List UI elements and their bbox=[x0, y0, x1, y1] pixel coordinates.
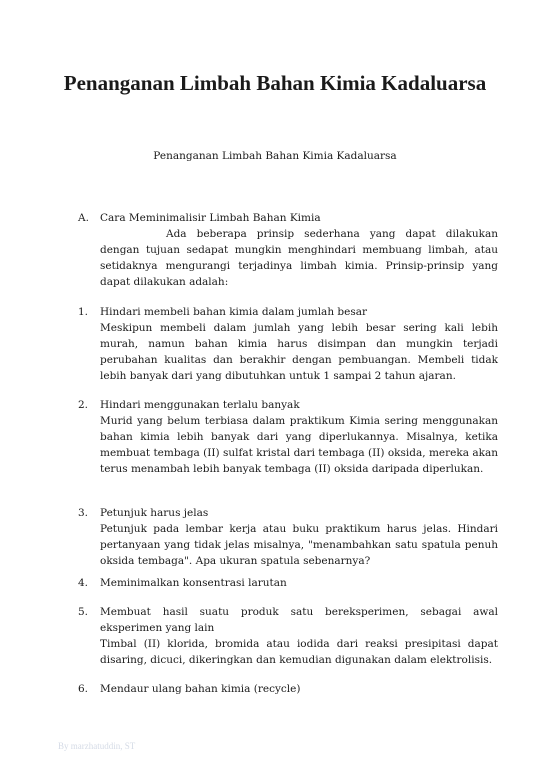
list-item bbox=[78, 397, 498, 477]
list-item bbox=[78, 575, 498, 591]
item-number: 4. bbox=[78, 577, 89, 589]
item-heading: Hindari membeli bahan kimia dalam jumlah besar bbox=[100, 306, 368, 318]
document-subtitle: Penanganan Limbah Bahan Kimia Kadaluarsa bbox=[153, 150, 397, 162]
item-body: Murid yang belum terbiasa dalam praktikum Kimia sering menggunakan bahan kimia lebih banyak dari yang diperlukannya. Misalnya, ketika membuat tembaga (II) sulfat kristal dari tembaga (II) oksida, mereka akan terus menambah lebih banyak tembaga (II) oksida daripada diperlukan. bbox=[100, 415, 498, 475]
item-number: 2. bbox=[78, 399, 89, 411]
item-heading: Mendaur ulang bahan kimia (recycle) bbox=[100, 683, 301, 695]
footer-credit: By marzhatuddin, ST bbox=[58, 741, 136, 751]
section-marker: A. bbox=[78, 212, 89, 224]
item-heading: Membuat hasil suatu produk satu bereksperimen, sebagai awal eksperimen yang lain bbox=[100, 606, 498, 634]
item-number: 6. bbox=[78, 683, 89, 695]
list-item bbox=[78, 505, 498, 569]
list-item bbox=[78, 681, 498, 697]
item-body: Timbal (II) klorida, bromida atau iodida dari reaksi presipitasi dapat disaring, dicuci, dikeringkan dan kemudian digunakan dalam elektrolisis. bbox=[100, 638, 498, 666]
item-body: Petunjuk pada lembar kerja atau buku praktikum harus jelas. Hindari pertanyaan yang tidak jelas misalnya, "menambahkan satu spatula penuh oksida tembaga". Apa ukuran spatula sebenarnya? bbox=[100, 523, 498, 567]
item-number: 5. bbox=[78, 606, 89, 618]
item-number: 3. bbox=[78, 507, 89, 519]
list-item bbox=[78, 604, 498, 668]
item-heading: Hindari menggunakan terlalu banyak bbox=[100, 399, 300, 411]
item-heading: Petunjuk harus jelas bbox=[100, 507, 209, 519]
section-a bbox=[78, 210, 498, 290]
section-a-intro: Ada beberapa prinsip sederhana yang dapat dilakukan dengan tujuan sedapat mungkin menghindari membuang limbah, atau setidaknya mengurangi terjadinya limbah kimia. Prinsip-prinsip yang dapat dilakukan adalah: bbox=[100, 228, 498, 288]
item-heading: Meminimalkan konsentrasi larutan bbox=[100, 577, 287, 589]
item-body: Meskipun membeli dalam jumlah yang lebih besar sering kali lebih murah, namun bahan kimia harus disimpan dan mungkin terjadi perubahan kualitas dan berakhir dengan pembuangan. Membeli tidak lebih banyak dari yang dibutuhkan untuk 1 sampai 2 tahun ajaran. bbox=[100, 322, 498, 382]
item-number: 1. bbox=[78, 306, 89, 318]
section-a-heading: Cara Meminimalisir Limbah Bahan Kimia bbox=[100, 212, 321, 224]
list-item bbox=[78, 304, 498, 384]
document-title: Penanganan Limbah Bahan Kimia Kadaluarsa bbox=[63, 71, 487, 95]
